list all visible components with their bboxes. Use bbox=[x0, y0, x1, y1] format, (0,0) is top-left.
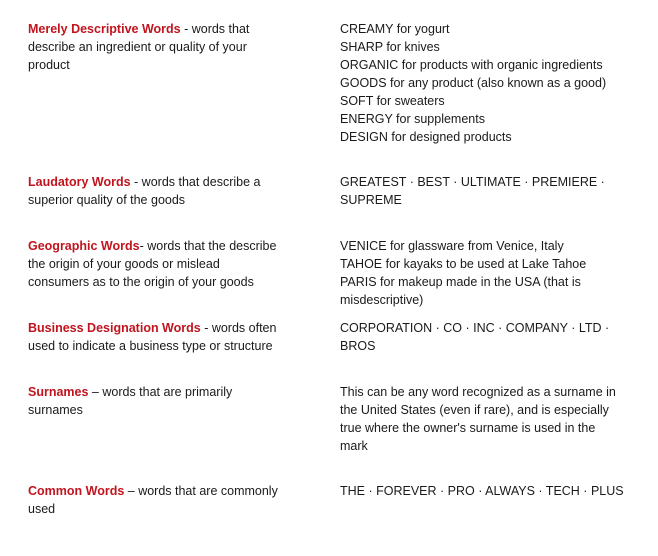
category-examples bbox=[340, 173, 640, 209]
example-text: SHARP for knives bbox=[340, 40, 440, 54]
category-description bbox=[28, 20, 306, 74]
description-text: consumers as to the origin of your goods bbox=[28, 275, 254, 289]
example-text: DESIGN for designed products bbox=[340, 130, 512, 144]
category-description bbox=[28, 482, 306, 518]
category-description bbox=[28, 237, 306, 291]
category-examples bbox=[340, 319, 640, 355]
category-term: Geographic Words bbox=[28, 239, 140, 253]
example-text: ORGANIC for products with organic ingredients bbox=[340, 58, 603, 72]
example-text: mark bbox=[340, 439, 368, 453]
example-text: GREATEST · BEST · ULTIMATE · PREMIERE · bbox=[340, 175, 605, 189]
example-text: VENICE for glassware from Venice, Italy bbox=[340, 239, 564, 253]
example-text: PARIS for makeup made in the USA (that is bbox=[340, 275, 581, 289]
description-text: - words that bbox=[180, 22, 250, 36]
category-examples bbox=[340, 20, 640, 146]
category-term: Surnames bbox=[28, 385, 89, 399]
category-examples bbox=[340, 482, 640, 500]
category-description bbox=[28, 173, 306, 209]
example-text: CORPORATION · CO · INC · COMPANY · LTD · bbox=[340, 321, 610, 335]
description-text: - words that describe a bbox=[130, 175, 261, 189]
category-examples bbox=[340, 383, 640, 455]
example-text: GOODS for any product (also known as a good) bbox=[340, 76, 607, 90]
category-term: Merely Descriptive Words bbox=[28, 22, 181, 36]
description-text: superior quality of the goods bbox=[28, 193, 186, 207]
description-text: surnames bbox=[28, 403, 83, 417]
description-text: used bbox=[28, 502, 56, 516]
example-text: CREAMY for yogurt bbox=[340, 22, 450, 36]
description-text: - words that the describe bbox=[139, 239, 277, 253]
example-text: SUPREME bbox=[340, 193, 402, 207]
description-text: describe an ingredient or quality of your bbox=[28, 40, 247, 54]
category-term: Laudatory Words bbox=[28, 175, 131, 189]
example-text: misdescriptive) bbox=[340, 293, 424, 307]
description-text: - words often bbox=[200, 321, 277, 335]
example-text: TAHOE for kayaks to be used at Lake Tahoe bbox=[340, 257, 587, 271]
example-text: the United States (even if rare), and is especially bbox=[340, 403, 609, 417]
description-text: – words that are primarily bbox=[88, 385, 233, 399]
description-text: – words that are commonly bbox=[124, 484, 278, 498]
category-examples bbox=[340, 237, 640, 309]
example-text: true where the owner's surname is used in the bbox=[340, 421, 596, 435]
category-description bbox=[28, 383, 306, 419]
category-description bbox=[28, 319, 306, 355]
example-text: SOFT for sweaters bbox=[340, 94, 445, 108]
category-term: Common Words bbox=[28, 484, 125, 498]
example-text: ENERGY for supplements bbox=[340, 112, 485, 126]
example-text: BROS bbox=[340, 339, 376, 353]
example-text: This can be any word recognized as a surname in bbox=[340, 385, 616, 399]
description-text: the origin of your goods or mislead bbox=[28, 257, 220, 271]
category-term: Business Designation Words bbox=[28, 321, 201, 335]
example-text: THE · FOREVER · PRO · ALWAYS · TECH · PLUS bbox=[340, 484, 624, 498]
description-text: used to indicate a business type or structure bbox=[28, 339, 273, 353]
description-text: product bbox=[28, 58, 70, 72]
